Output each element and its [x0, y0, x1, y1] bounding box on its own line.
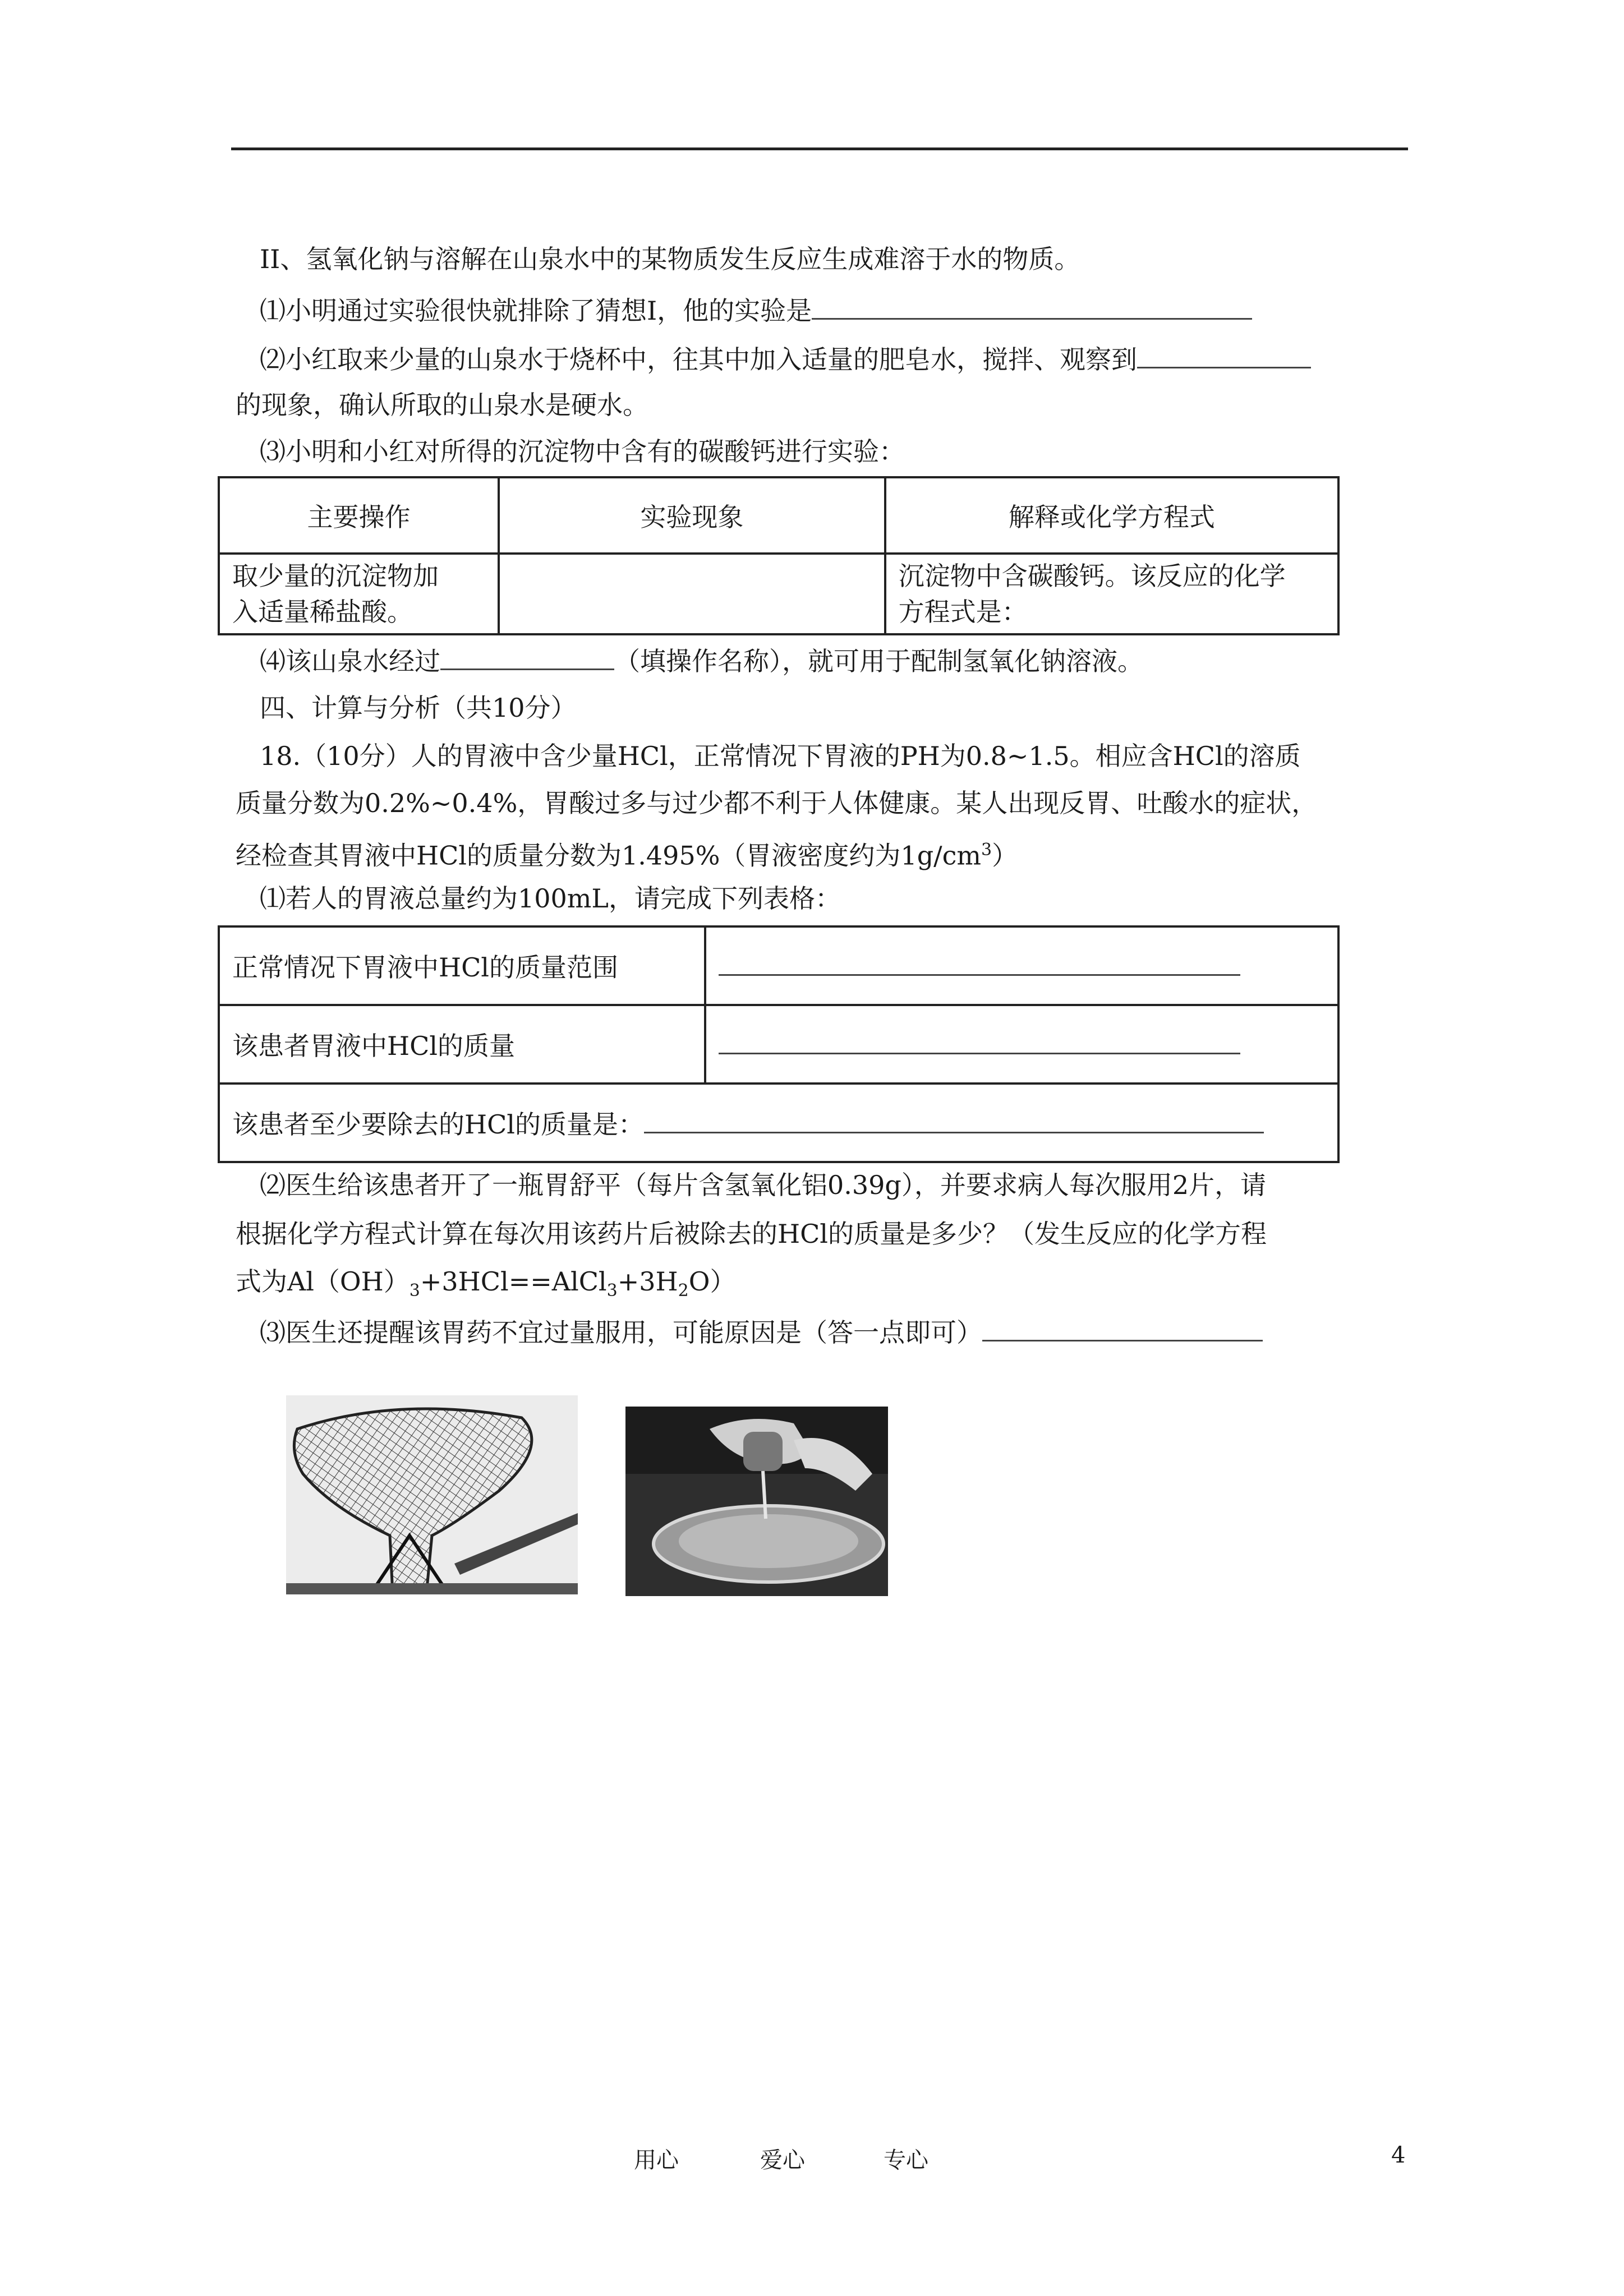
- hcl-table-row-remove-mass: [219, 1084, 1338, 1162]
- hcl-table-row-patient-mass: [219, 1005, 1338, 1084]
- question-2: [260, 342, 1311, 376]
- formula-subscript-3: 2: [678, 1281, 689, 1301]
- formula-subscript-1: 3: [409, 1281, 420, 1301]
- answer-cell-patient-mass: [705, 1005, 1338, 1084]
- q18-sub-2-line-2: 根据化学方程式计算在每次用该药片后被除去的HCl的质量是多少？（发生反应的化学方程: [236, 1219, 1267, 1249]
- answer-blank-normal-range[interactable]: [719, 949, 1240, 976]
- answer-blank-remove-mass[interactable]: [644, 1107, 1264, 1133]
- answer-blank-2[interactable]: [1137, 342, 1311, 368]
- hcl-mass-table: [218, 925, 1340, 1163]
- formula-part-a: 式为Al（OH）: [236, 1266, 410, 1297]
- hcl-table-row-normal-range: [219, 926, 1338, 1005]
- footer-motto-1: 用心: [634, 2147, 679, 2173]
- question-4-text: ⑷该山泉水经过: [260, 646, 440, 676]
- cell-phenomenon-answer[interactable]: [499, 554, 885, 634]
- answer-cell-normal-range: [705, 926, 1338, 1005]
- cell-operation-line-2: 入适量稀盐酸。: [232, 597, 413, 627]
- question-4: [260, 644, 1143, 678]
- q18-sub-2-line-1: ⑵医生给该患者开了一瓶胃舒平（每片含氢氧化铝0.39g），并要求病人每次服用2片，请: [260, 1170, 1267, 1200]
- experiment-table-header: [219, 477, 1338, 554]
- cell-explanation-line-1: 沉淀物中含碳酸钙。该反应的化学: [898, 561, 1286, 591]
- experiment-table: [218, 476, 1340, 635]
- q18-sub-3: [260, 1315, 1263, 1349]
- question-3: ⑶小明和小红对所得的沉淀物中含有的碳酸钙进行实验：: [260, 436, 905, 467]
- footer-motto-2: 爱心: [760, 2147, 805, 2173]
- pouring-experiment-photo: [625, 1407, 888, 1596]
- label-patient-mass: 该患者胃液中HCl的质量: [219, 1005, 705, 1084]
- cell-operation-line-1: 取少量的沉淀物加: [232, 561, 439, 591]
- part2-intro: II、氢氧化钠与溶解在山泉水中的某物质发生反应生成难溶于水的物质。: [260, 244, 1080, 274]
- q18-sub-1: ⑴若人的胃液总量约为100mL，请完成下列表格：: [260, 883, 841, 914]
- header-phenomenon: 实验现象: [499, 477, 885, 554]
- q18-line-3-text: 经检查其胃液中HCl的质量分数为1.495%（胃液密度约为1g/cm: [236, 840, 982, 871]
- answer-blank-patient-mass[interactable]: [719, 1028, 1240, 1054]
- experiment-table-row: [219, 554, 1338, 634]
- question-4-text-end: （填操作名称），就可用于配制氢氧化钠溶液。: [614, 646, 1143, 676]
- cell-explanation: [885, 554, 1338, 634]
- answer-blank-sub-3[interactable]: [982, 1315, 1263, 1341]
- formula-part-d: O）: [688, 1266, 736, 1297]
- q18-line-2: 质量分数为0.2%~0.4%，胃酸过多与过少都不利于人体健康。某人出现反胃、吐酸水的症状，: [236, 788, 1318, 818]
- section-4-heading: 四、计算与分析（共10分）: [260, 693, 577, 723]
- answer-blank-1[interactable]: [812, 293, 1252, 320]
- header-rule: [231, 147, 1408, 150]
- page-number: 4: [1391, 2142, 1406, 2168]
- q18-line-3: [236, 833, 1018, 872]
- q18-sub-2-line-3: [236, 1265, 735, 1308]
- answer-blank-4[interactable]: [440, 644, 614, 670]
- q18-superscript: 3: [981, 840, 992, 860]
- question-1: [260, 293, 1252, 328]
- cell-operation: [219, 554, 499, 634]
- question-2-continued: 的现象，确认所取的山泉水是硬水。: [236, 390, 648, 420]
- formula-subscript-2: 3: [606, 1281, 618, 1301]
- question-1-text: ⑴小明通过实验很快就排除了猜想I，他的实验是: [260, 296, 812, 326]
- header-explanation: 解释或化学方程式: [885, 477, 1338, 554]
- cell-explanation-line-2: 方程式是：: [898, 597, 1028, 627]
- q18-line-3-end: ）: [992, 840, 1018, 871]
- lattice-structure-photo: [286, 1395, 578, 1594]
- question-2-text: ⑵小红取来少量的山泉水于烧杯中，往其中加入适量的肥皂水，搅拌、观察到: [260, 344, 1137, 375]
- footer-motto-3: 专心: [884, 2147, 928, 2173]
- remove-mass-cell: [219, 1084, 1338, 1162]
- label-remove-mass: 该患者至少要除去的HCl的质量是：: [232, 1109, 645, 1140]
- q18-line-1: 18.（10分）人的胃液中含少量HCl，正常情况下胃液的PH为0.8~1.5。相应含HCl的溶质: [260, 741, 1301, 771]
- q18-sub-3-text: ⑶医生还提醒该胃药不宜过量服用，可能原因是（答一点即可）: [260, 1317, 982, 1348]
- header-main-operation: 主要操作: [219, 477, 499, 554]
- formula-part-b: +3HCl==AlCl: [420, 1266, 607, 1297]
- formula-part-c: +3H: [617, 1266, 678, 1297]
- label-normal-range: 正常情况下胃液中HCl的质量范围: [219, 926, 705, 1005]
